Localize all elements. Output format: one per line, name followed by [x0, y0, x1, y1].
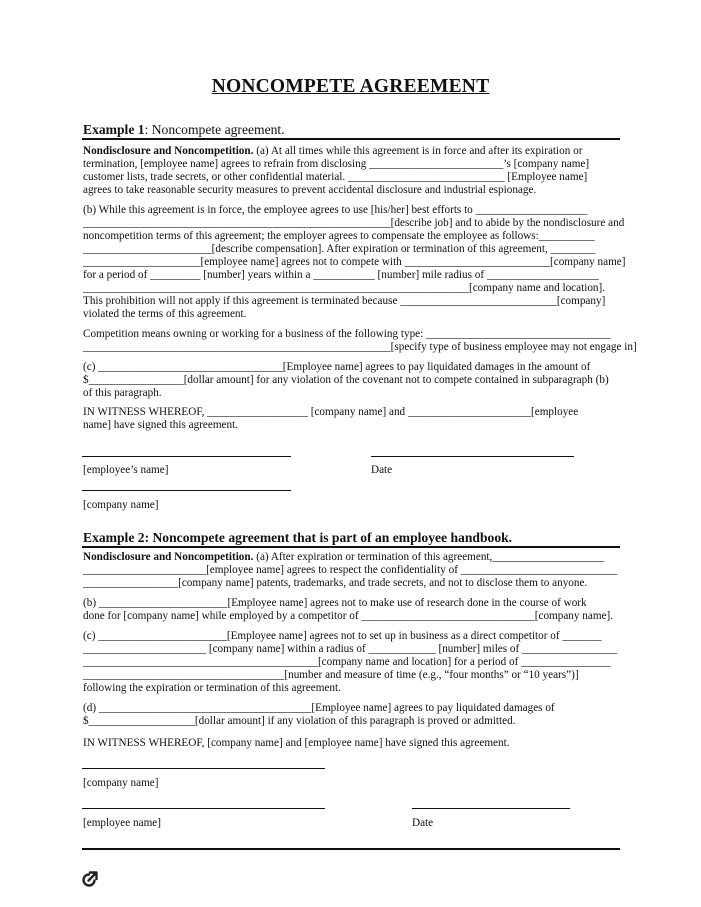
- footer-rule: [82, 848, 620, 850]
- example2-b-line: done for [company name] while employed by a competitor of _______________________________[company name].: [83, 610, 614, 622]
- example2-c-line: following the expiration or termination of this agreement.: [83, 682, 341, 694]
- example1-competition-line: Competition means owning or working for a business of the following type: _________________________________: [83, 328, 611, 340]
- example1-heading-lead: Example 1: [83, 122, 145, 137]
- example1-date-signature-line: [371, 456, 574, 457]
- example2-a-bold-lead: Nondisclosure and Noncompetition.: [83, 551, 254, 563]
- example2-employee-signature-label: [employee name]: [83, 817, 161, 829]
- example2-c-line: (c) _______________________[Employee name] agrees not to set up in business as a direct competitor of _______: [83, 630, 602, 642]
- example2-paragraph-b: [83, 597, 613, 623]
- example2-paragraph-d: [83, 702, 613, 728]
- example1-b-line: _______________________[describe compensation]. After expiration or termination of this agreement, ________: [83, 243, 596, 255]
- example1-b-line: violated the terms of this agreement.: [83, 308, 247, 320]
- example1-heading-rest: : Noncompete agreement.: [144, 122, 285, 137]
- example1-competition-definition: [83, 328, 637, 354]
- example2-c-line: ____________________________________[number and measure of time (e.g., “four months” or “10 years”)]: [83, 669, 579, 681]
- example2-d-line: (d) ______________________________________[Employee name] agrees to pay liquidated damages of: [83, 702, 555, 714]
- example1-b-line: _______________________________________________________[describe job] and to abide by the nondisclosure and: [83, 217, 625, 229]
- example2-a-line: _________________[company name] patents, trademarks, and trade secrets, and not to disclose them to anyone.: [83, 577, 588, 589]
- example2-paragraph-a: [83, 551, 618, 590]
- example1-rule: [82, 138, 620, 140]
- example1-c-line: of this paragraph.: [83, 387, 162, 399]
- example1-heading: [83, 122, 285, 138]
- example2-witness-line: IN WITNESS WHEREOF, [company name] and [employee name] have signed this agreement.: [83, 737, 510, 749]
- document-title: NONCOMPETE AGREEMENT: [211, 76, 490, 97]
- example1-b-line: This prohibition will not apply if this agreement is terminated because ____________________________[company]: [83, 295, 606, 307]
- example2-c-line: __________________________________________[company name and location] for a period of ________________: [83, 656, 611, 668]
- example2-heading-rest: : Noncompete agreement that is part of an employee handbook.: [144, 530, 513, 545]
- example1-competition-line: _______________________________________________________[specify type of business employee may not engage in]: [83, 341, 637, 353]
- example1-witness: [83, 406, 613, 432]
- example2-c-line: ______________________ [company name] within a radius of ____________ [number] miles of _________________: [83, 643, 618, 655]
- example2-a-line: ______________________[employee name] agrees to respect the confidentiality of ____________________________: [83, 564, 618, 576]
- example1-employee-signature-label: [employee’s name]: [83, 464, 169, 476]
- example2-employee-signature-line: [82, 808, 325, 809]
- example1-a-line: agrees to take reasonable security measures to prevent accidental disclosure and industrial espionage.: [83, 184, 537, 196]
- example1-employee-signature-line: [82, 456, 291, 457]
- example1-company-signature-label: [company name]: [83, 499, 159, 511]
- example1-witness-line: IN WITNESS WHEREOF, __________________ [company name] and ______________________[employee: [83, 406, 579, 418]
- example2-date-signature-line: [412, 808, 570, 809]
- example2-heading: [83, 530, 512, 546]
- example1-b-line: (b) While this agreement is in force, the employee agrees to use [his/her] best efforts to ____________________: [83, 204, 588, 216]
- example1-witness-line: name] have signed this agreement.: [83, 419, 239, 431]
- example2-rule: [82, 546, 620, 548]
- example1-date-label: Date: [371, 464, 393, 476]
- example1-paragraph-a: [83, 145, 613, 197]
- example2-company-signature-line: [82, 768, 325, 769]
- example1-company-signature-line: [82, 490, 291, 491]
- example2-b-line: (b) _______________________[Employee name] agrees not to make use of research done in the course of work: [83, 597, 587, 609]
- example2-date-label: Date: [412, 817, 434, 829]
- example1-a-line1: (a) At all times while this agreement is in force and after its expiration or: [253, 145, 583, 157]
- example2-heading-lead: Example 2: [83, 530, 145, 545]
- example2-a-line1: (a) After expiration or termination of this agreement,____________________: [253, 551, 605, 563]
- example2-company-signature-label: [company name]: [83, 777, 159, 789]
- example1-b-line: for a period of _________ [number] years within a ___________ [number] mile radius of ____________________: [83, 269, 599, 281]
- refresh-arrow-logo-icon: [80, 871, 98, 889]
- example2-d-line: $___________________[dollar amount] if any violation of this paragraph is proved or admitted.: [83, 715, 516, 727]
- example2-paragraph-c: [83, 630, 618, 695]
- example1-paragraph-c: [83, 361, 613, 400]
- example1-b-line: _____________________________________________________________________[company name and location].: [83, 282, 606, 294]
- example1-a-line: termination, [employee name] agrees to refrain from disclosing ________________________’s [company name]: [83, 158, 590, 170]
- example1-a-bold-lead: Nondisclosure and Noncompetition.: [83, 145, 254, 157]
- example2-witness: [83, 737, 613, 750]
- example1-paragraph-b: [83, 204, 626, 321]
- example1-c-line: $_________________[dollar amount] for any violation of the covenant not to compete contained in subparagraph (b): [83, 374, 609, 386]
- example1-c-line: (c) _________________________________[Employee name] agrees to pay liquidated damages in the amount of: [83, 361, 591, 373]
- example1-b-line: noncompetition terms of this agreement; the employer agrees to compensate the employee as follows:__________: [83, 230, 595, 242]
- example1-b-line: _____________________[employee name] agrees not to compete with __________________________[company name]: [83, 256, 626, 268]
- example1-a-line: customer lists, trade secrets, or other confidential material. ____________________________ [Employee name]: [83, 171, 588, 183]
